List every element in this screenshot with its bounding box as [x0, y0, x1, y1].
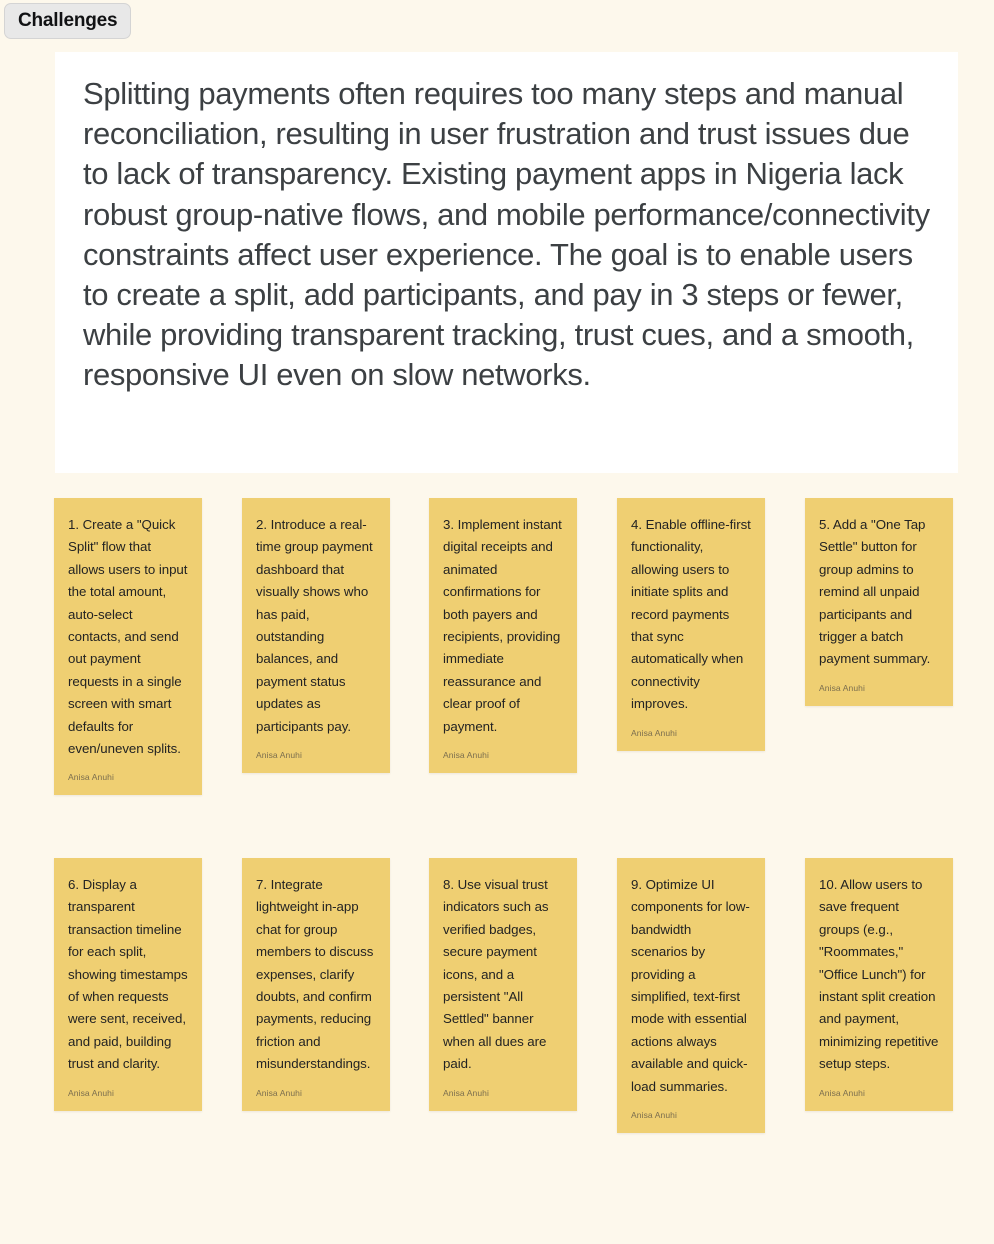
sticky-note[interactable]	[617, 498, 765, 751]
description-panel	[55, 52, 958, 473]
sticky-note-author: Anisa Anuhi	[68, 1087, 114, 1098]
sticky-note-text: 4. Enable offline-first functionality, allowing users to initiate splits and record payments that sync automatically when connectivity improves.	[631, 517, 751, 712]
sticky-note-author: Anisa Anuhi	[256, 750, 302, 761]
sticky-note-author: Anisa Anuhi	[819, 1087, 865, 1098]
sticky-note[interactable]	[617, 858, 765, 1133]
sticky-note[interactable]	[429, 498, 577, 773]
sticky-note-author: Anisa Anuhi	[631, 1110, 677, 1121]
sticky-note[interactable]	[242, 498, 390, 773]
sticky-note-text: 6. Display a transparent transaction timeline for each split, showing timestamps of when requests were sent, received, and paid, building trust and clarity.	[68, 877, 188, 1072]
description-text: Splitting payments often requires too many steps and manual reconciliation, resulting in user frustration and trust issues due to lack of transparency. Existing payment apps in Nigeria lack robust group-native flows, and mobile performance/connectivity constraints affect user experience. The goal is to enable users to create a split, add participants, and pay in 3 steps or fewer, while providing transparent tracking, trust cues, and a smooth, responsive UI even on slow networks.	[83, 76, 930, 393]
sticky-note[interactable]	[805, 858, 953, 1111]
sticky-note-text: 1. Create a "Quick Split" flow that allows users to input the total amount, auto-select contacts, and send out payment requests in a single screen with smart defaults for even/uneven splits.	[68, 517, 188, 757]
sticky-note-author: Anisa Anuhi	[631, 727, 677, 738]
sticky-note-author: Anisa Anuhi	[443, 750, 489, 761]
sticky-note[interactable]	[242, 858, 390, 1111]
sticky-note[interactable]	[429, 858, 577, 1111]
sticky-note-text: 3. Implement instant digital receipts and animated confirmations for both payers and recipients, providing immediate reassurance and clear proof of payment.	[443, 517, 562, 734]
sticky-note-author: Anisa Anuhi	[256, 1087, 302, 1098]
sticky-note[interactable]	[54, 498, 202, 795]
sticky-note-text: 8. Use visual trust indicators such as verified badges, secure payment icons, and a persistent "All Settled" banner when all dues are paid.	[443, 877, 549, 1072]
sticky-note-text: 10. Allow users to save frequent groups (e.g., "Roommates," "Office Lunch") for instant split creation and payment, minimizing repetitive setup steps.	[819, 877, 939, 1072]
sticky-note-text: 2. Introduce a real-time group payment dashboard that visually shows who has paid, outstanding balances, and payment status updates as participants pay.	[256, 517, 373, 734]
sticky-note-author: Anisa Anuhi	[68, 772, 114, 783]
section-tab-challenges[interactable]: Challenges	[4, 3, 131, 39]
sticky-note[interactable]	[54, 858, 202, 1111]
sticky-note-text: 9. Optimize UI components for low-bandwidth scenarios by providing a simplified, text-first mode with essential actions always available and quick-load summaries.	[631, 877, 750, 1094]
sticky-note-text: 7. Integrate lightweight in-app chat for group members to discuss expenses, clarify doubts, and confirm payments, reducing friction and misunderstandings.	[256, 877, 374, 1072]
sticky-note-author: Anisa Anuhi	[443, 1087, 489, 1098]
sticky-note-text: 5. Add a "One Tap Settle" button for group admins to remind all unpaid participants and trigger a batch payment summary.	[819, 517, 931, 667]
sticky-note[interactable]	[805, 498, 953, 706]
sticky-note-author: Anisa Anuhi	[819, 682, 865, 693]
